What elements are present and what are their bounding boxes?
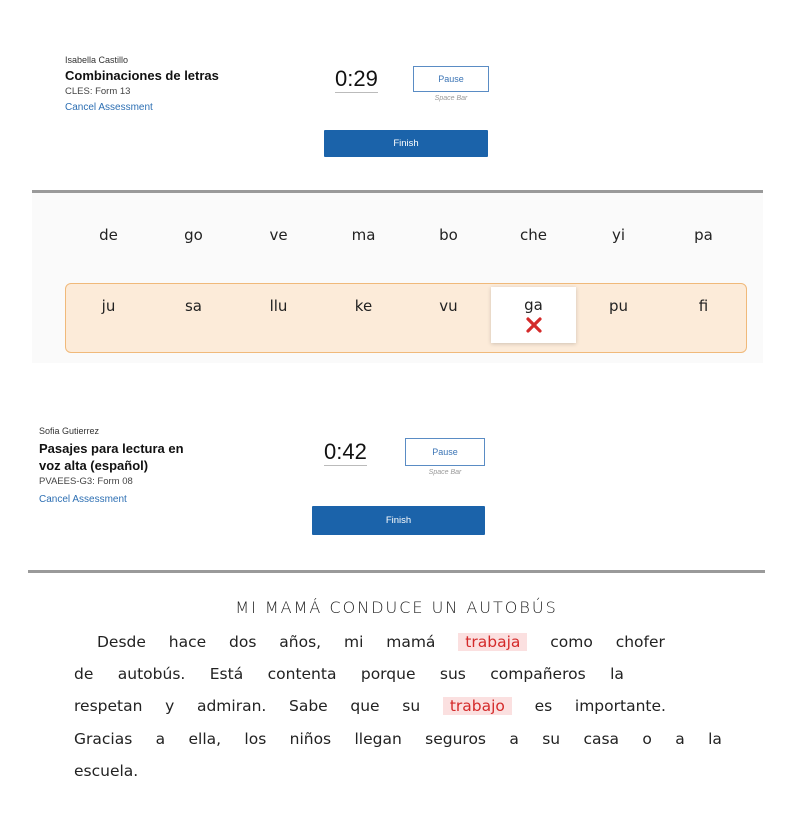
- grid-cell[interactable]: vu: [439, 297, 458, 315]
- passage-word[interactable]: hace: [168, 633, 207, 651]
- passage-word[interactable]: admiran.: [196, 697, 267, 715]
- passage-word[interactable]: a: [509, 730, 519, 748]
- passage-word[interactable]: mamá: [386, 633, 436, 651]
- passage-word[interactable]: ella,: [188, 730, 222, 748]
- grid-cell[interactable]: sa: [184, 297, 202, 315]
- assessment-title-line1: Pasajes para lectura en: [39, 441, 184, 456]
- grid-cell[interactable]: llu: [269, 297, 288, 315]
- passage-word-error[interactable]: trabaja: [458, 633, 527, 651]
- passage-word[interactable]: autobús.: [117, 665, 186, 683]
- passage-word[interactable]: Está: [209, 665, 244, 683]
- passage-word[interactable]: respetan: [74, 697, 143, 715]
- section-divider: [28, 570, 765, 573]
- cancel-assessment-link[interactable]: Cancel Assessment: [65, 102, 153, 113]
- passage-word[interactable]: Gracias: [74, 730, 133, 748]
- grid-cell[interactable]: ju: [101, 297, 116, 315]
- passage-word[interactable]: Desde: [97, 633, 146, 651]
- passage-word[interactable]: seguros: [425, 730, 487, 748]
- assessment-header-1: [32, 40, 763, 190]
- passage-word[interactable]: contenta: [267, 665, 337, 683]
- passage-word[interactable]: llegan: [354, 730, 402, 748]
- passage-word[interactable]: y: [165, 697, 175, 715]
- grid-cell-label: ga: [524, 296, 543, 314]
- passage-word[interactable]: su: [402, 697, 421, 715]
- pause-hint: Space Bar: [434, 95, 468, 102]
- cancel-assessment-link[interactable]: Cancel Assessment: [39, 494, 127, 505]
- passage-word[interactable]: sus: [439, 665, 466, 683]
- assessment-form: CLES: Form 13: [65, 86, 131, 97]
- grid-cell-error[interactable]: [491, 287, 576, 343]
- passage-title: MI MAMÁ CONDUCE UN AUTOBÚS: [235, 598, 558, 617]
- grid-cell[interactable]: fi: [698, 297, 709, 315]
- passage-word[interactable]: de: [74, 665, 94, 683]
- passage-word[interactable]: Sabe: [289, 697, 328, 715]
- passage-word[interactable]: que: [350, 697, 380, 715]
- student-name: Isabella Castillo: [65, 55, 129, 65]
- grid-cell[interactable]: ke: [354, 297, 373, 315]
- passage-word[interactable]: su: [542, 730, 561, 748]
- grid-cell[interactable]: che: [520, 226, 547, 244]
- grid-cell[interactable]: ve: [269, 226, 288, 244]
- passage-word[interactable]: casa: [583, 730, 620, 748]
- finish-button[interactable]: Finish: [324, 130, 488, 157]
- passage-word[interactable]: escuela.: [74, 762, 139, 780]
- passage-word[interactable]: como: [550, 633, 593, 651]
- passage-word[interactable]: o: [642, 730, 652, 748]
- grid-cell[interactable]: go: [184, 226, 203, 244]
- grid-cell[interactable]: ma: [351, 226, 376, 244]
- timer-display: 0:42: [324, 439, 367, 464]
- grid-cell[interactable]: de: [99, 226, 118, 244]
- passage-line-5: [74, 762, 138, 780]
- passage-word[interactable]: dos: [229, 633, 257, 651]
- grid-cell[interactable]: bo: [439, 226, 458, 244]
- grid-row-2: [66, 297, 746, 343]
- passage-word[interactable]: mi: [343, 633, 364, 651]
- passage-word[interactable]: a: [155, 730, 166, 748]
- passage-word[interactable]: importante.: [574, 697, 666, 715]
- passage-word[interactable]: porque: [360, 665, 416, 683]
- passage-word[interactable]: es: [534, 697, 553, 715]
- grid-cell[interactable]: pu: [608, 297, 629, 315]
- pause-hint: Space Bar: [428, 469, 462, 476]
- passage-word[interactable]: años,: [279, 633, 322, 651]
- passage-word[interactable]: la: [610, 665, 624, 683]
- passage-line-4: [74, 730, 722, 748]
- timer-display: 0:29: [335, 66, 378, 91]
- x-mark-icon: [526, 317, 542, 333]
- passage-word[interactable]: chofer: [615, 633, 665, 651]
- passage-word[interactable]: niños: [289, 730, 332, 748]
- passage-word[interactable]: a: [675, 730, 685, 748]
- passage-line-3: [74, 697, 666, 715]
- passage-word[interactable]: los: [244, 730, 267, 748]
- passage-word[interactable]: la: [708, 730, 722, 748]
- assessment-title-line2: voz alta (español): [39, 458, 149, 473]
- passage-word-error[interactable]: trabajo: [443, 697, 512, 715]
- passage-line-1: [97, 633, 665, 651]
- assessment-form: PVAEES-G3: Form 08: [39, 476, 133, 487]
- assessment-header-2: [32, 414, 763, 570]
- grid-cell[interactable]: yi: [611, 226, 626, 244]
- passage-line-2: [74, 665, 624, 683]
- pause-button[interactable]: Pause: [405, 438, 485, 466]
- passage-word[interactable]: compañeros: [490, 665, 586, 683]
- assessment-title: Combinaciones de letras: [65, 68, 219, 83]
- grid-cell[interactable]: pa: [694, 226, 713, 244]
- finish-button[interactable]: Finish: [312, 506, 485, 535]
- grid-row-1: [66, 226, 746, 244]
- pause-button[interactable]: Pause: [413, 66, 489, 92]
- student-name: Sofia Gutierrez: [39, 426, 100, 436]
